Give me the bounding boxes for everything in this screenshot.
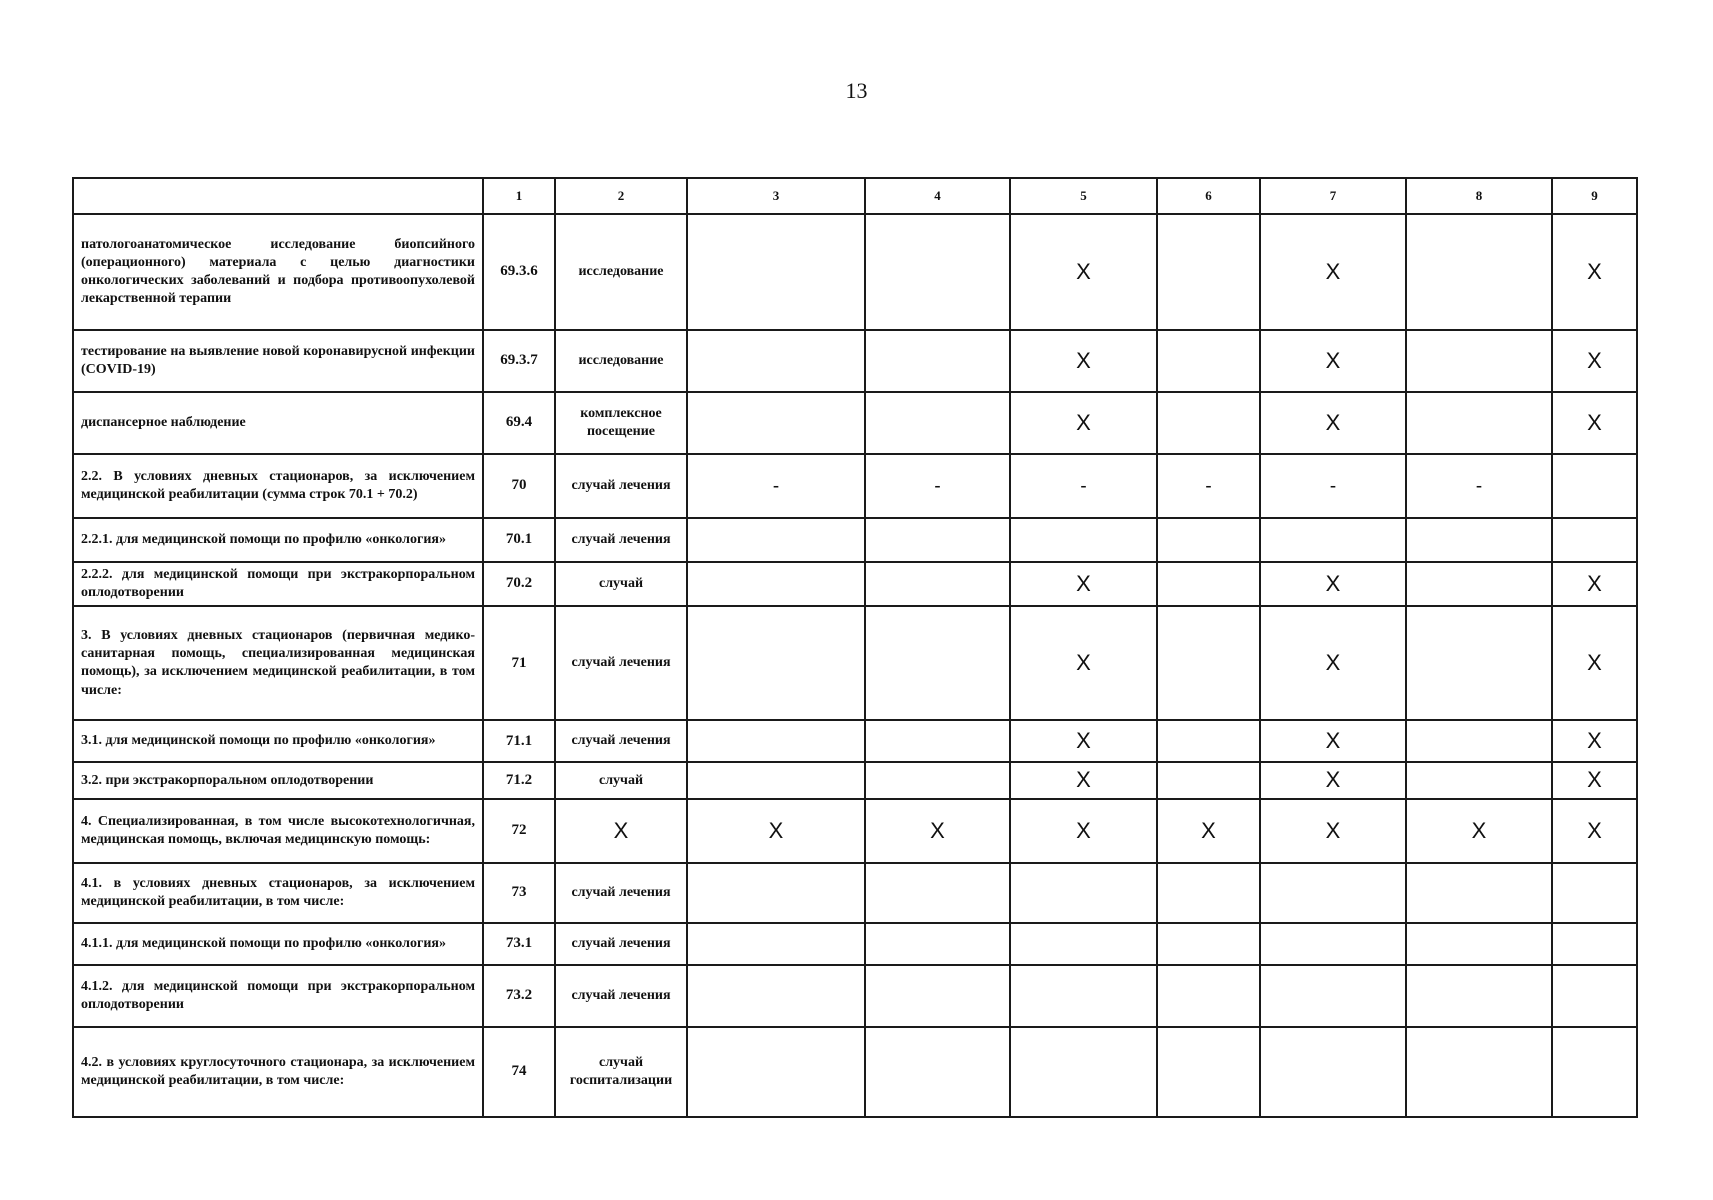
table-row: [73, 518, 1637, 562]
row-label: 2.2. В условиях дневных стационаров, за исключением медицинской реабилитации (сумма строк 70.1 + 70.2): [73, 454, 483, 518]
cell-col4: [865, 762, 1010, 799]
cell-col8: [1406, 518, 1552, 562]
cell-col4: [865, 965, 1010, 1027]
table-row: [73, 720, 1637, 762]
cell-col3: [687, 1027, 865, 1117]
cell-col9: [1552, 518, 1637, 562]
row-label: 2.2.2. для медицинской помощи при экстракорпоральном оплодотворении: [73, 562, 483, 606]
row-unit: комплексное посещение: [555, 392, 687, 454]
cell-col4: [865, 863, 1010, 923]
cell-col5: X: [1010, 330, 1157, 392]
cell-col6: [1157, 214, 1260, 330]
table-row: [73, 1027, 1637, 1117]
cell-col5: [1010, 1027, 1157, 1117]
cell-col9: X: [1552, 762, 1637, 799]
cell-col5: X: [1010, 720, 1157, 762]
table-row: [73, 214, 1637, 330]
cell-col6: -: [1157, 454, 1260, 518]
row-unit: случай лечения: [555, 863, 687, 923]
column-header: 8: [1406, 178, 1552, 214]
cell-col7: X: [1260, 392, 1406, 454]
cell-col9: X: [1552, 330, 1637, 392]
cell-col6: [1157, 330, 1260, 392]
cell-col8: [1406, 392, 1552, 454]
cell-col5: -: [1010, 454, 1157, 518]
cell-col8: [1406, 863, 1552, 923]
cell-col8: [1406, 923, 1552, 965]
cell-col7: [1260, 518, 1406, 562]
cell-col3: [687, 863, 865, 923]
cell-col9: X: [1552, 799, 1637, 863]
cell-col8: -: [1406, 454, 1552, 518]
cell-col9: [1552, 863, 1637, 923]
row-code: 69.4: [483, 392, 555, 454]
row-label: 4. Специализированная, в том числе высокотехнологичная, медицинская помощь, включая медицинскую помощь:: [73, 799, 483, 863]
cell-col6: [1157, 1027, 1260, 1117]
cell-col4: [865, 392, 1010, 454]
table-row: [73, 923, 1637, 965]
column-header: 9: [1552, 178, 1637, 214]
column-header: 4: [865, 178, 1010, 214]
column-header: 3: [687, 178, 865, 214]
row-unit: исследование: [555, 214, 687, 330]
cell-col4: [865, 330, 1010, 392]
row-code: 71.2: [483, 762, 555, 799]
cell-col8: [1406, 720, 1552, 762]
row-unit: случай лечения: [555, 518, 687, 562]
cell-col6: [1157, 562, 1260, 606]
cell-col8: [1406, 1027, 1552, 1117]
row-label: 4.1. в условиях дневных стационаров, за исключением медицинской реабилитации, в том числе:: [73, 863, 483, 923]
table-row: [73, 965, 1637, 1027]
cell-col5: X: [1010, 214, 1157, 330]
cell-col7: [1260, 923, 1406, 965]
row-code: 69.3.7: [483, 330, 555, 392]
cell-col4: [865, 214, 1010, 330]
table-row: [73, 562, 1637, 606]
row-label: 2.2.1. для медицинской помощи по профилю «онкология»: [73, 518, 483, 562]
cell-col6: X: [1157, 799, 1260, 863]
cell-col9: [1552, 1027, 1637, 1117]
cell-col3: X: [687, 799, 865, 863]
cell-col3: [687, 606, 865, 720]
row-label: 4.1.1. для медицинской помощи по профилю «онкология»: [73, 923, 483, 965]
page-number: 13: [845, 78, 868, 103]
cell-col9: [1552, 454, 1637, 518]
cell-col8: [1406, 330, 1552, 392]
table-row: [73, 454, 1637, 518]
column-header: 7: [1260, 178, 1406, 214]
row-label: 3.1. для медицинской помощи по профилю «онкология»: [73, 720, 483, 762]
cell-col4: [865, 606, 1010, 720]
cell-col7: [1260, 965, 1406, 1027]
cell-col7: X: [1260, 330, 1406, 392]
cell-col5: [1010, 863, 1157, 923]
data-table: [72, 177, 1638, 1118]
cell-col5: [1010, 518, 1157, 562]
row-unit: случай госпитализации: [555, 1027, 687, 1117]
row-unit: случай лечения: [555, 965, 687, 1027]
table-row: [73, 606, 1637, 720]
cell-col3: [687, 330, 865, 392]
column-header: [73, 178, 483, 214]
cell-col3: [687, 762, 865, 799]
cell-col8: [1406, 965, 1552, 1027]
cell-col7: [1260, 1027, 1406, 1117]
cell-col6: [1157, 965, 1260, 1027]
cell-col7: X: [1260, 720, 1406, 762]
cell-col4: [865, 562, 1010, 606]
table-row: [73, 762, 1637, 799]
column-header: 1: [483, 178, 555, 214]
cell-col7: X: [1260, 762, 1406, 799]
cell-col8: X: [1406, 799, 1552, 863]
row-code: 70.1: [483, 518, 555, 562]
row-label: тестирование на выявление новой коронавирусной инфекции (COVID-19): [73, 330, 483, 392]
row-label: патологоанатомическое исследование биопсийного (операционного) материала с целью диагностики онкологических заболеваний и подбора противоопухолевой лекарственной терапии: [73, 214, 483, 330]
row-code: 70.2: [483, 562, 555, 606]
table-row: [73, 330, 1637, 392]
row-unit: исследование: [555, 330, 687, 392]
cell-col6: [1157, 762, 1260, 799]
row-code: 71: [483, 606, 555, 720]
cell-col4: [865, 923, 1010, 965]
row-label: 3. В условиях дневных стационаров (первичная медико-санитарная помощь, специализированная медицинская помощь), за исключением медицинской реабилитации, в том числе:: [73, 606, 483, 720]
row-label: 4.1.2. для медицинской помощи при экстракорпоральном оплодотворении: [73, 965, 483, 1027]
cell-col3: [687, 562, 865, 606]
row-label: 3.2. при экстракорпоральном оплодотворении: [73, 762, 483, 799]
row-unit: случай: [555, 762, 687, 799]
cell-col8: [1406, 606, 1552, 720]
row-code: 70: [483, 454, 555, 518]
cell-col4: [865, 1027, 1010, 1117]
cell-col3: [687, 392, 865, 454]
cell-col7: X: [1260, 606, 1406, 720]
cell-col4: -: [865, 454, 1010, 518]
cell-col7: -: [1260, 454, 1406, 518]
cell-col8: [1406, 214, 1552, 330]
cell-col7: X: [1260, 799, 1406, 863]
column-header: 6: [1157, 178, 1260, 214]
cell-col4: [865, 518, 1010, 562]
column-header: 2: [555, 178, 687, 214]
row-unit: случай лечения: [555, 923, 687, 965]
cell-col3: [687, 965, 865, 1027]
cell-col5: X: [1010, 799, 1157, 863]
row-unit: X: [555, 799, 687, 863]
cell-col9: X: [1552, 214, 1637, 330]
cell-col3: [687, 518, 865, 562]
cell-col7: [1260, 863, 1406, 923]
cell-col6: [1157, 923, 1260, 965]
table-row: [73, 799, 1637, 863]
row-code: 74: [483, 1027, 555, 1117]
cell-col6: [1157, 720, 1260, 762]
cell-col3: [687, 720, 865, 762]
table-row: [73, 392, 1637, 454]
cell-col5: [1010, 923, 1157, 965]
cell-col4: [865, 720, 1010, 762]
cell-col5: X: [1010, 392, 1157, 454]
header-row: [73, 178, 1637, 214]
row-label: диспансерное наблюдение: [73, 392, 483, 454]
table-row: [73, 863, 1637, 923]
cell-col5: X: [1010, 562, 1157, 606]
cell-col9: X: [1552, 606, 1637, 720]
cell-col3: [687, 214, 865, 330]
cell-col5: [1010, 965, 1157, 1027]
cell-col8: [1406, 562, 1552, 606]
cell-col8: [1406, 762, 1552, 799]
row-code: 73: [483, 863, 555, 923]
cell-col7: X: [1260, 562, 1406, 606]
cell-col9: X: [1552, 392, 1637, 454]
row-label: 4.2. в условиях круглосуточного стационара, за исключением медицинской реабилитации, в том числе:: [73, 1027, 483, 1117]
cell-col6: [1157, 518, 1260, 562]
cell-col9: [1552, 923, 1637, 965]
cell-col5: X: [1010, 762, 1157, 799]
cell-col7: X: [1260, 214, 1406, 330]
cell-col9: X: [1552, 562, 1637, 606]
row-code: 72: [483, 799, 555, 863]
cell-col3: -: [687, 454, 865, 518]
column-header: 5: [1010, 178, 1157, 214]
row-unit: случай лечения: [555, 720, 687, 762]
row-code: 71.1: [483, 720, 555, 762]
row-code: 73.2: [483, 965, 555, 1027]
row-code: 69.3.6: [483, 214, 555, 330]
row-unit: случай: [555, 562, 687, 606]
cell-col4: X: [865, 799, 1010, 863]
cell-col9: X: [1552, 720, 1637, 762]
cell-col6: [1157, 606, 1260, 720]
cell-col5: X: [1010, 606, 1157, 720]
cell-col9: [1552, 965, 1637, 1027]
row-unit: случай лечения: [555, 606, 687, 720]
row-code: 73.1: [483, 923, 555, 965]
row-unit: случай лечения: [555, 454, 687, 518]
cell-col6: [1157, 863, 1260, 923]
cell-col3: [687, 923, 865, 965]
cell-col6: [1157, 392, 1260, 454]
